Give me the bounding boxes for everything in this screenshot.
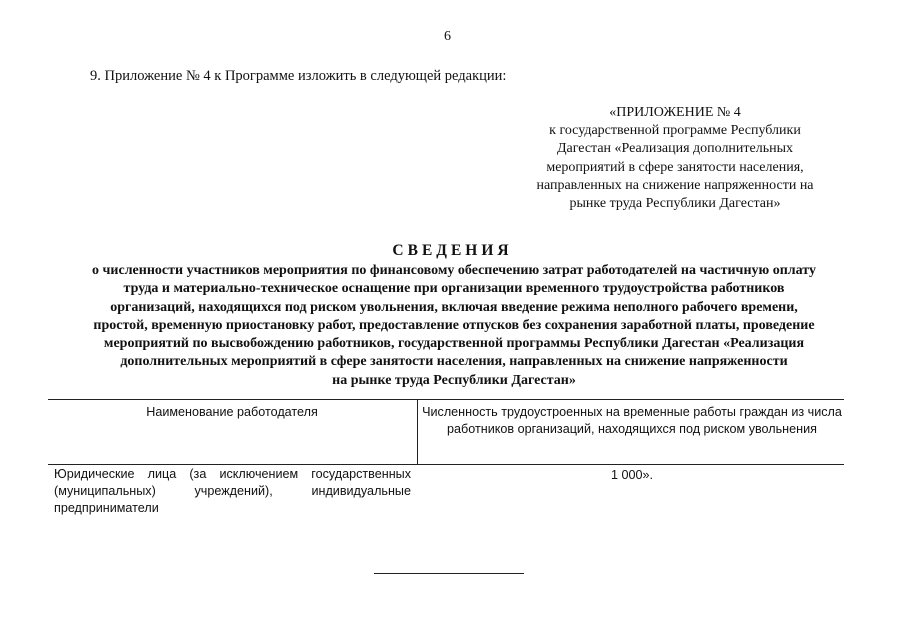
subtitle-line: мероприятий по высвобождению работников, государственной программы Республики Дагестан «Реализация — [103, 336, 805, 352]
document-heading: СВЕДЕНИЯ — [392, 242, 513, 259]
subtitle-line: организаций, находящихся под риском увольнения, включая введение режима неполного рабочего времени, — [110, 299, 798, 315]
subtitle-line: на рынке труда Республики Дагестан» — [332, 372, 576, 388]
appendix-line: «ПРИЛОЖЕНИЕ № 4 — [609, 105, 741, 120]
document-subtitle — [54, 262, 854, 390]
appendix-line: к государственной программе Республики — [549, 123, 801, 139]
table-header-border — [48, 464, 844, 465]
subtitle-line: труда и материально-техническое оснащение при организации временного трудоустройства работников — [123, 281, 785, 297]
appendix-block — [500, 104, 850, 213]
table-cell-employer: Юридические лица (за исключением государственных (муниципальных) учреждений), индивидуальные предприниматели — [54, 467, 411, 516]
appendix-line: Дагестан «Реализация дополнительных — [556, 141, 794, 157]
table-top-border — [48, 399, 844, 400]
subtitle-line: простой, временную приостановку работ, предоставление отпусков без сохранения заработной платы, проведение — [93, 317, 815, 333]
appendix-line: направленных на снижение напряженности на — [536, 177, 814, 193]
table-header-count: Численность трудоустроенных на временные работы граждан из числа работников организаций, находящихся под риском увольнения — [422, 405, 842, 437]
subtitle-line: о численности участников мероприятия по финансовому обеспечению затрат работодателей на частичную оплату — [92, 263, 816, 278]
table-column-divider — [417, 399, 418, 465]
table-header-employer: Наименование работодателя — [146, 405, 318, 419]
table-cell-count: 1 000». — [610, 468, 654, 482]
subtitle-line: дополнительных мероприятий в сфере занятости населения, направленных на снижение напряженности — [120, 354, 788, 370]
intro-line: 9. Приложение № 4 к Программе изложить в следующей редакции: — [90, 68, 507, 84]
appendix-line: рынке труда Республики Дагестан» — [569, 196, 781, 212]
page-number: 6 — [444, 29, 451, 44]
appendix-line: мероприятий в сфере занятости населения, — [546, 159, 804, 175]
closing-line — [374, 573, 524, 574]
